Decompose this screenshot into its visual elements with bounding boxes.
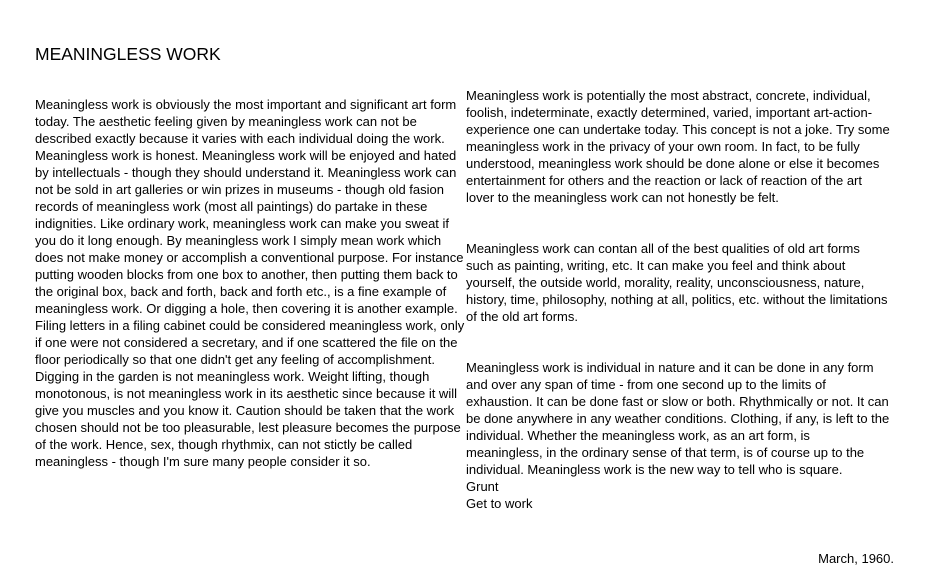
right-paragraph-2: Meaningless work can contan all of the best qualities of old art forms such as painting, writing, etc. It can make you feel and think about yourself, the outside world, morality, reality, unconsciousness, nature, history, time, philosophy, nothing at all, politics, etc. without the limitations of the old art forms.: [466, 241, 888, 324]
paragraph-spacer: [466, 325, 890, 359]
right-paragraph-1: Meaningless work is potentially the most abstract, concrete, individual, foolish, indeterminate, exactly determined, varied, important art-action-experience one can undertake today. This concept is not a joke. Try some meaningless work in the privacy of your own room. In fact, to be fully understood, meaningless work should be done alone or else it becomes entertainment for others and the reaction or lack of reaction of the art lover to the meaningless work can not honestly be felt.: [466, 88, 890, 205]
page-title: MEANINGLESS WORK: [35, 44, 221, 64]
grunt-line: Grunt: [466, 479, 499, 494]
paragraph-spacer: [466, 206, 890, 240]
date-signature: March, 1960.: [818, 551, 894, 566]
left-column: [35, 96, 467, 470]
get-to-work-line: Get to work: [466, 496, 533, 511]
right-column: [466, 87, 890, 512]
left-paragraph: Meaningless work is obviously the most important and significant art form today. The aesthetic feeling given by meaningless work can not be described exactly because it varies with each individual doing the work. Meaningless work is honest. Meaningless work will be enjoyed and hated by intellectuals - though they should understand it. Meaningless work can not be sold in art galleries or win prizes in museums - though old fasion records of meaningless work (most all paintings) do partake in these indignities. Like ordinary work, meaningless work can make you sweat if you do it long enough. By meaningless work I simply mean work which does not make money or accomplish a conventional purpose. For instance putting wooden blocks from one box to another, then putting them back to the original box, back and forth, back and forth etc., is a fine example of meaningless work. Or digging a hole, then covering it is another example. Filing letters in a filing cabinet could be considered meaningless work, only if one were not considered a secretary, and if one scattered the file on the floor periodically so that one didn't get any feeling of accomplishment. Digging in the garden is not meaningless work. Weight lifting, though monotonous, is not meaningless work in its aesthetic since because it will give you muscles and you know it. Caution should be taken that the work chosen should not be too pleasurable, lest pleasure becomes the purpose of the work. Hence, sex, though rhythmix, can not stictly be called meaningless - though I'm sure many people consider it so.: [35, 97, 465, 469]
right-paragraph-3: Meaningless work is individual in nature and it can be done in any form and over any span of time - from one second up to the limits of exhaustion. It can be done fast or slow or both. Rhythmically or not. It can be done anywhere in any weather conditions. Clothing, if any, is left to the individual. Whether the meaningless work, as an art form, is meaningless, in the ordinary sense of that term, is of course up to the individual. Meaningless work is the new way to tell who is square.: [466, 360, 890, 477]
